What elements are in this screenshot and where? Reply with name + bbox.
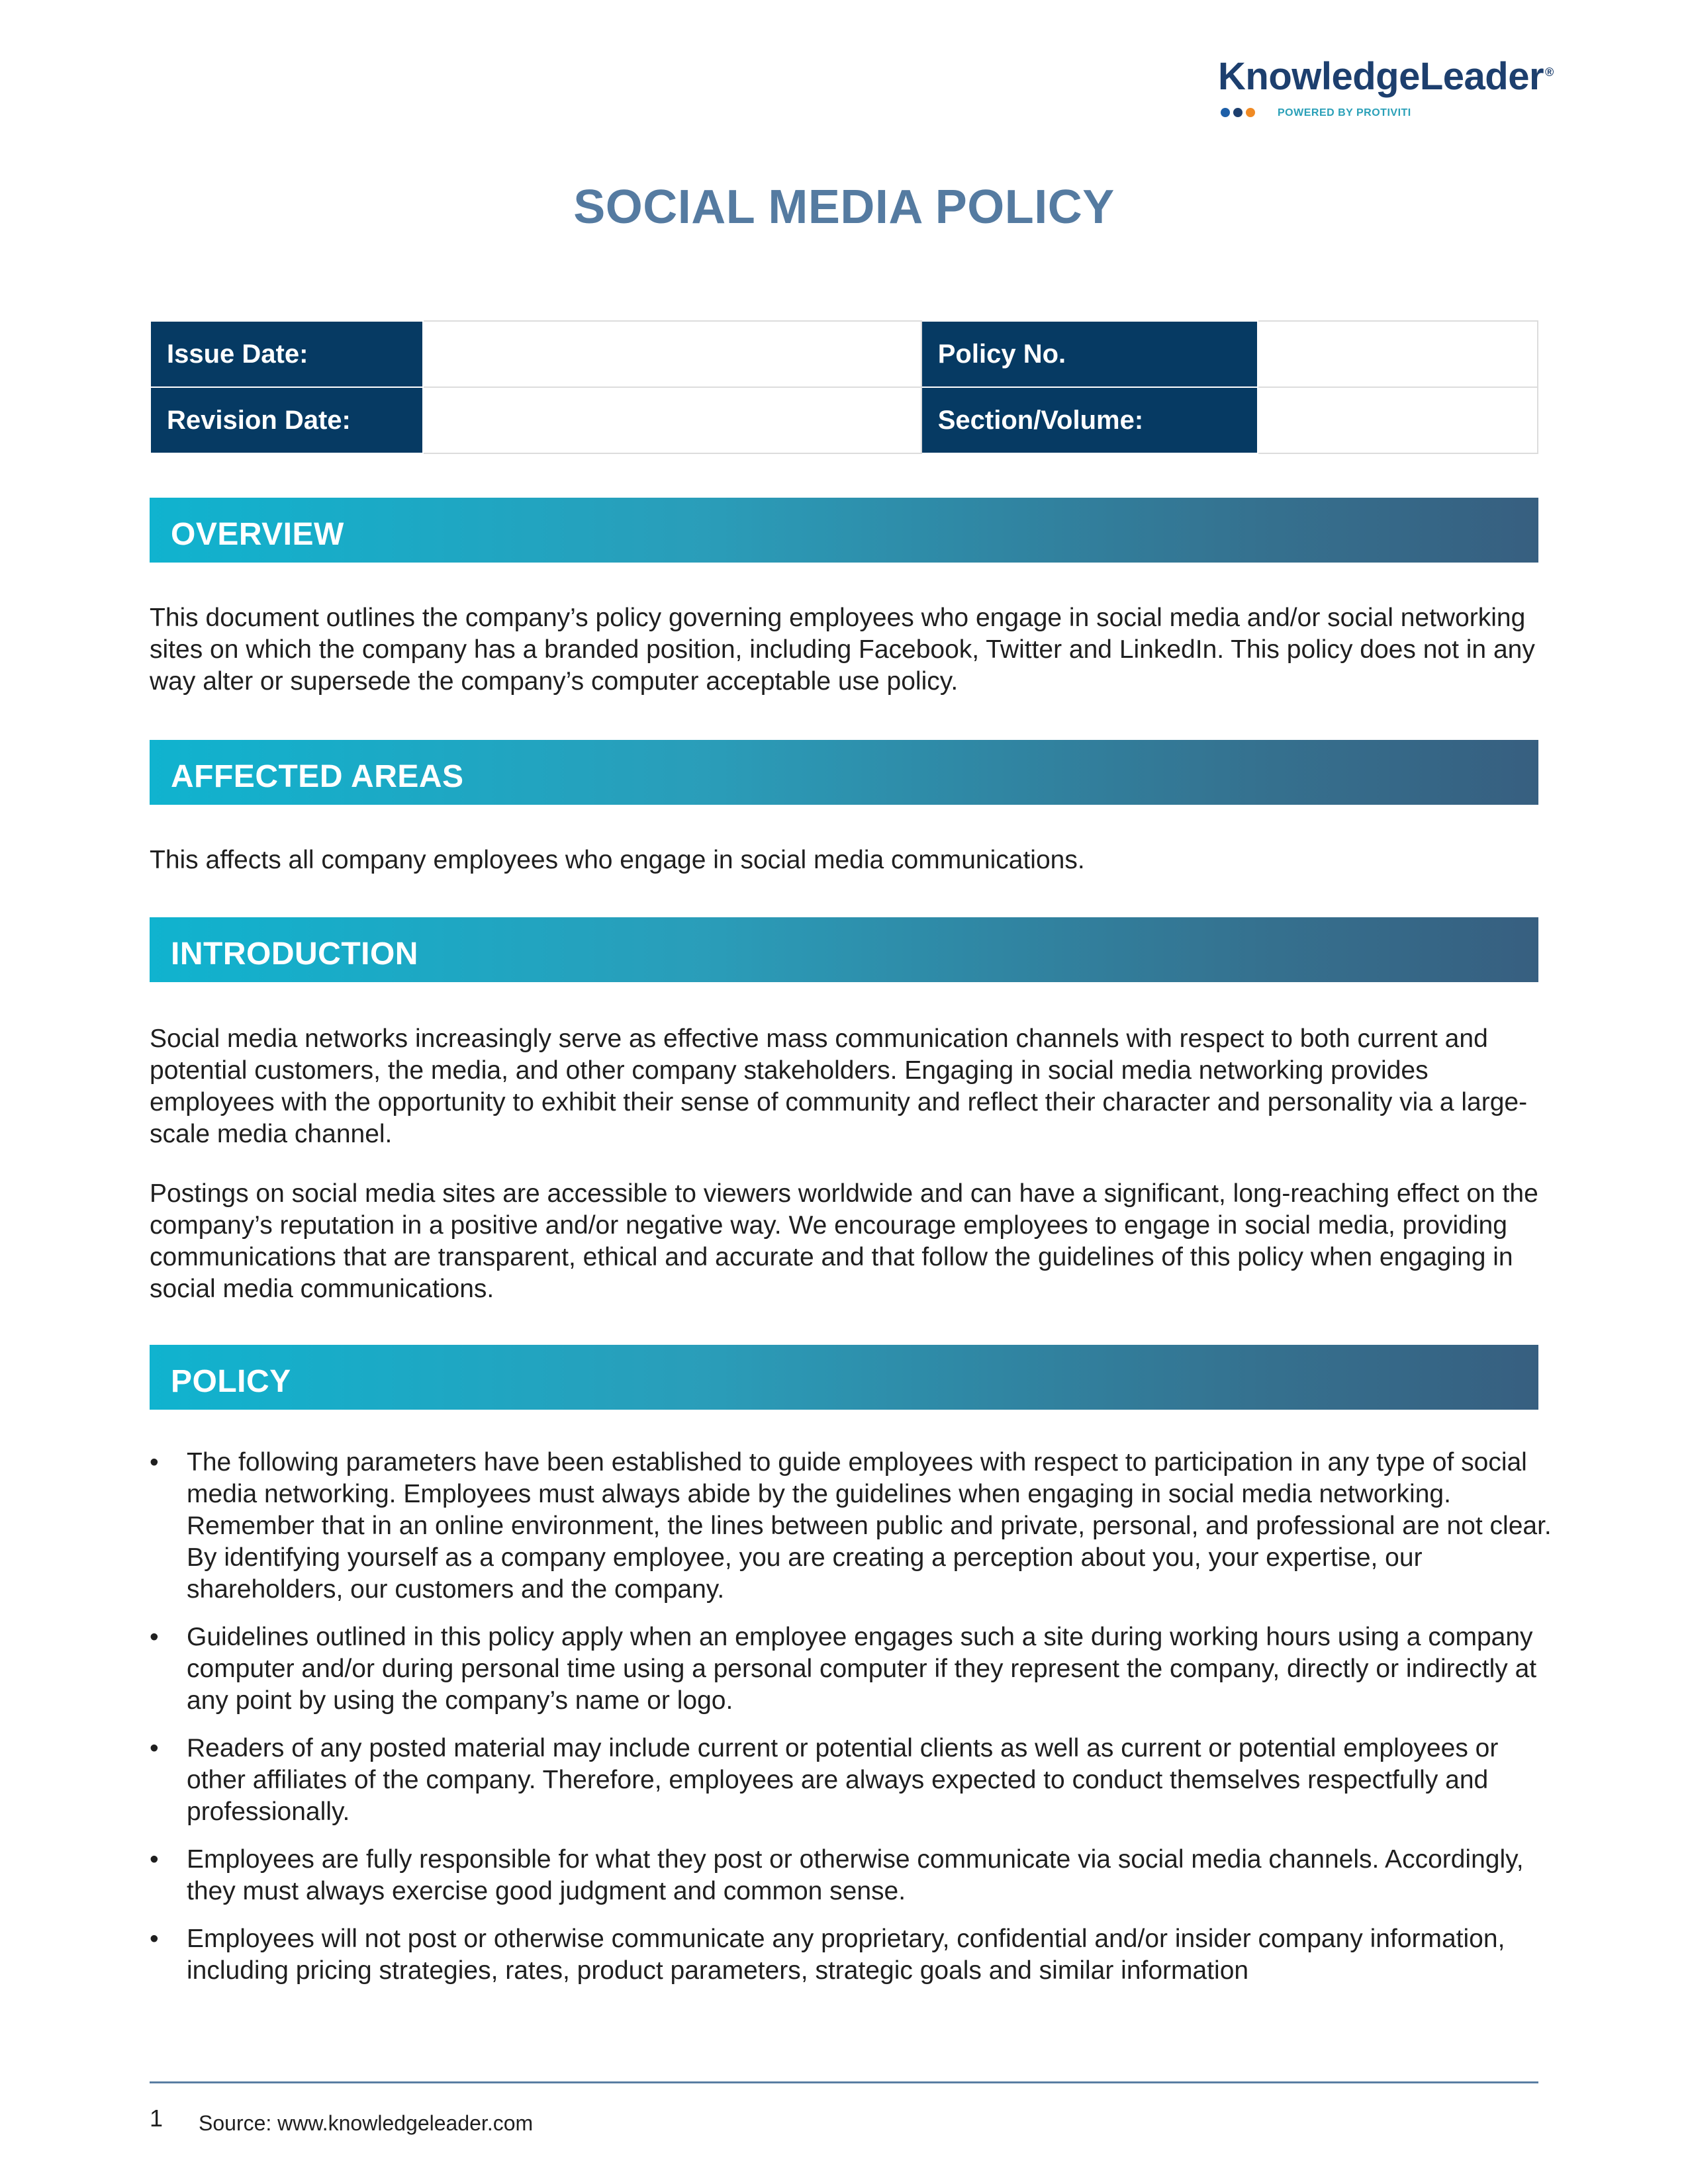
policy-heading: POLICY (150, 1345, 1538, 1410)
affected-areas-text: This affects all company employees who engage in social media communications. (150, 846, 1085, 874)
overview-text: This document outlines the company’s policy governing employees who engage in social media and/or social networking sites on which the company has a branded position, including Facebook, Twitter and LinkedIn. This policy does not in any way alter or supersede the company’s computer acceptable use policy. (150, 604, 1535, 696)
revision-date-value (423, 387, 921, 453)
bullet-icon: • (150, 1845, 159, 1874)
document-title: SOCIAL MEDIA POLICY (573, 181, 1115, 234)
knowledgeleader-logo (1211, 54, 1554, 127)
meta-row-1 (150, 321, 1538, 387)
policy-bullet-list (150, 1447, 1553, 2003)
logo-dot-3 (1246, 108, 1255, 117)
introduction-paragraph-1: Social media networks increasingly serve as effective mass communication channels with respect to both current and potential customers, the media, and other company stakeholders. Engaging in social media networking provides employees with the opportunity to exhibit their sense of community and reflect their character and personality via a large-scale media channel. (150, 1024, 1528, 1148)
overview-heading: OVERVIEW (150, 498, 1538, 563)
source-line: Source: www.knowledgeleader.com (199, 2111, 534, 2135)
policy-meta-table (150, 320, 1538, 454)
list-item: • Employees are fully responsible for what they post or otherwise communicate via social media channels. Accordingly, they must always exercise good judgment and common sense. (150, 1845, 1524, 1905)
bullet-icon: • (150, 1925, 159, 1953)
bullet-icon: • (150, 1623, 159, 1651)
section-volume-value (1258, 387, 1538, 453)
introduction-paragraph-2: Postings on social media sites are accessible to viewers worldwide and can have a significant, long-reaching effect on the company’s reputation in a positive and/or negative way. We encourage employees to engage in social media, providing communications that are transparent, ethical and accurate and that follow the guidelines of this policy when engaging in social media communications. (150, 1179, 1538, 1303)
bullet-icon: • (150, 1448, 159, 1477)
revision-date-label: Revision Date: (150, 387, 423, 453)
logo-wordmark: KnowledgeLeader ® (1218, 55, 1554, 98)
list-item: • Guidelines outlined in this policy apply when an employee engages such a site during working hours using a company computer and/or during personal time using a personal computer if they represent the company, directly or indirectly at any point by using the company’s name or logo. (150, 1623, 1537, 1715)
logo-dot-2 (1233, 108, 1243, 117)
logo-dots-icon (1221, 108, 1255, 117)
meta-row-2 (150, 387, 1538, 453)
section-volume-label: Section/Volume: (921, 387, 1258, 453)
list-item: • Readers of any posted material may include current or potential clients as well as current or potential employees or other affiliates of the company. Therefore, employees are always expected to conduct themselves respectfully and professionally. (150, 1734, 1499, 1826)
footer-divider (150, 2081, 1538, 2083)
page-number: 1 (150, 2105, 164, 2132)
issue-date-label: Issue Date: (150, 321, 423, 387)
introduction-heading: INTRODUCTION (150, 917, 1538, 982)
logo-tagline: POWERED BY PROTIVITI (1278, 107, 1411, 118)
issue-date-value (423, 321, 921, 387)
affected-areas-heading: AFFECTED AREAS (150, 740, 1538, 805)
registered-mark: ® (1545, 65, 1554, 79)
list-item: • The following parameters have been established to guide employees with respect to participation in any type of social media networking. Employees must always abide by the guidelines when engaging in social media networking. Remember that in an online environment, the lines between public and private, personal, and professional are not clear. By identifying yourself as a company employee, you are creating a perception about you, your expertise, our shareholders, our customers and the company. (150, 1448, 1552, 1604)
policy-no-label: Policy No. (921, 321, 1258, 387)
policy-no-value (1258, 321, 1538, 387)
logo-dot-1 (1221, 108, 1230, 117)
bullet-icon: • (150, 1734, 159, 1762)
list-item: • Employees will not post or otherwise communicate any proprietary, confidential and/or insider company information, including pricing strategies, rates, product parameters, strategic goals and similar information (150, 1925, 1505, 1985)
